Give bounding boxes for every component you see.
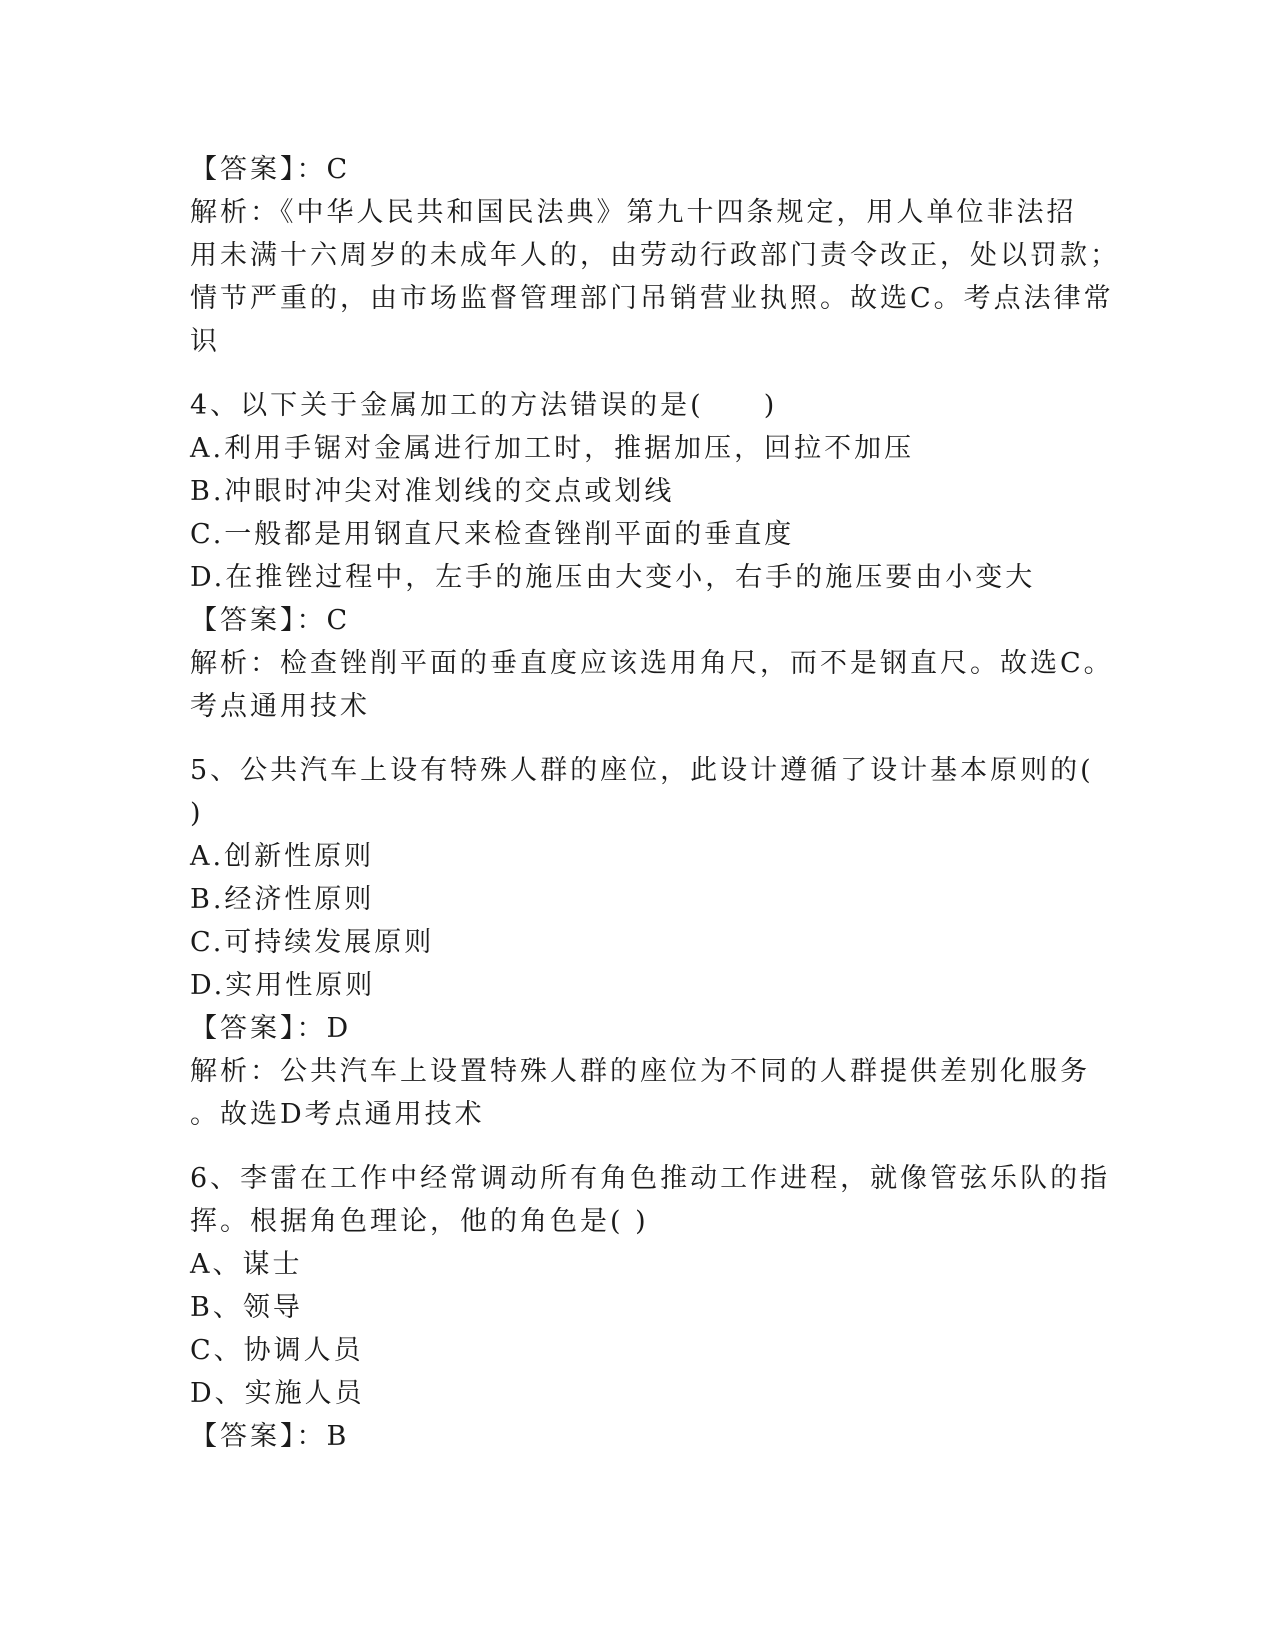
- q5-analysis-line-1: 解析：公共汽车上设置特殊人群的座位为不同的人群提供差别化服务: [190, 1056, 1090, 1087]
- q5-option-d: D.实用性原则: [190, 970, 376, 1001]
- question-3-tail: [190, 148, 1120, 363]
- question-6: [190, 1157, 1111, 1458]
- q5-stem-line-1: 5、公共汽车上设有特殊人群的座位，此设计遵循了设计基本原则的(: [190, 755, 1094, 786]
- document-page: [190, 148, 1120, 1458]
- q6-option-c: C、协调人员: [190, 1335, 364, 1366]
- q6-stem-line-1: 6、李雷在工作中经常调动所有角色推动工作进程，就像管弦乐队的指: [190, 1163, 1111, 1194]
- q5-option-a: A.创新性原则: [190, 841, 375, 872]
- q4-option-d: D.在推锉过程中，左手的施压由大变小，右手的施压要由小变大: [190, 562, 1036, 593]
- q4-option-a: A.利用手锯对金属进行加工时，推据加压，回拉不加压: [190, 433, 915, 464]
- q4-stem: 4、以下关于金属加工的方法错误的是( ): [190, 390, 778, 421]
- q4-analysis-line-1: 解析：检查锉削平面的垂直度应该选用角尺，而不是钢直尺。故选C。: [190, 648, 1114, 679]
- spacer: [190, 1136, 1090, 1157]
- question-4: [190, 384, 1114, 728]
- q5-option-b: B.经济性原则: [190, 884, 375, 915]
- q5-answer: 【答案】：D: [190, 1013, 352, 1044]
- q3-analysis-line-2: 用未满十六周岁的未成年人的，由劳动行政部门责令改正，处以罚款；: [190, 240, 1120, 271]
- q3-analysis-line-4: 识: [190, 326, 220, 357]
- q6-option-d: D、实施人员: [190, 1378, 365, 1409]
- spacer: [190, 728, 1090, 749]
- q6-answer: 【答案】：B: [190, 1421, 350, 1452]
- q4-analysis-line-2: 考点通用技术: [190, 691, 370, 722]
- q4-answer: 【答案】：C: [190, 605, 351, 636]
- spacer: [190, 363, 1090, 384]
- q4-option-c: C.一般都是用钢直尺来检查锉削平面的垂直度: [190, 519, 795, 550]
- q5-analysis-line-2: 。故选D考点通用技术: [190, 1099, 485, 1130]
- q6-option-a: A、谋士: [190, 1249, 303, 1280]
- q5-stem-line-2: ): [190, 798, 204, 829]
- q6-stem-line-2: 挥。根据角色理论，他的角色是( ): [190, 1206, 649, 1237]
- q4-option-b: B.冲眼时冲尖对准划线的交点或划线: [190, 476, 675, 507]
- q5-option-c: C.可持续发展原则: [190, 927, 435, 958]
- q3-answer: 【答案】：C: [190, 154, 351, 185]
- q3-analysis-line-3: 情节严重的，由市场监督管理部门吊销营业执照。故选C。考点法律常: [190, 283, 1114, 314]
- q3-analysis-line-1: 解析：《中华人民共和国民法典》第九十四条规定，用人单位非法招: [190, 197, 1077, 228]
- q6-option-b: B、领导: [190, 1292, 303, 1323]
- question-5: [190, 749, 1094, 1136]
